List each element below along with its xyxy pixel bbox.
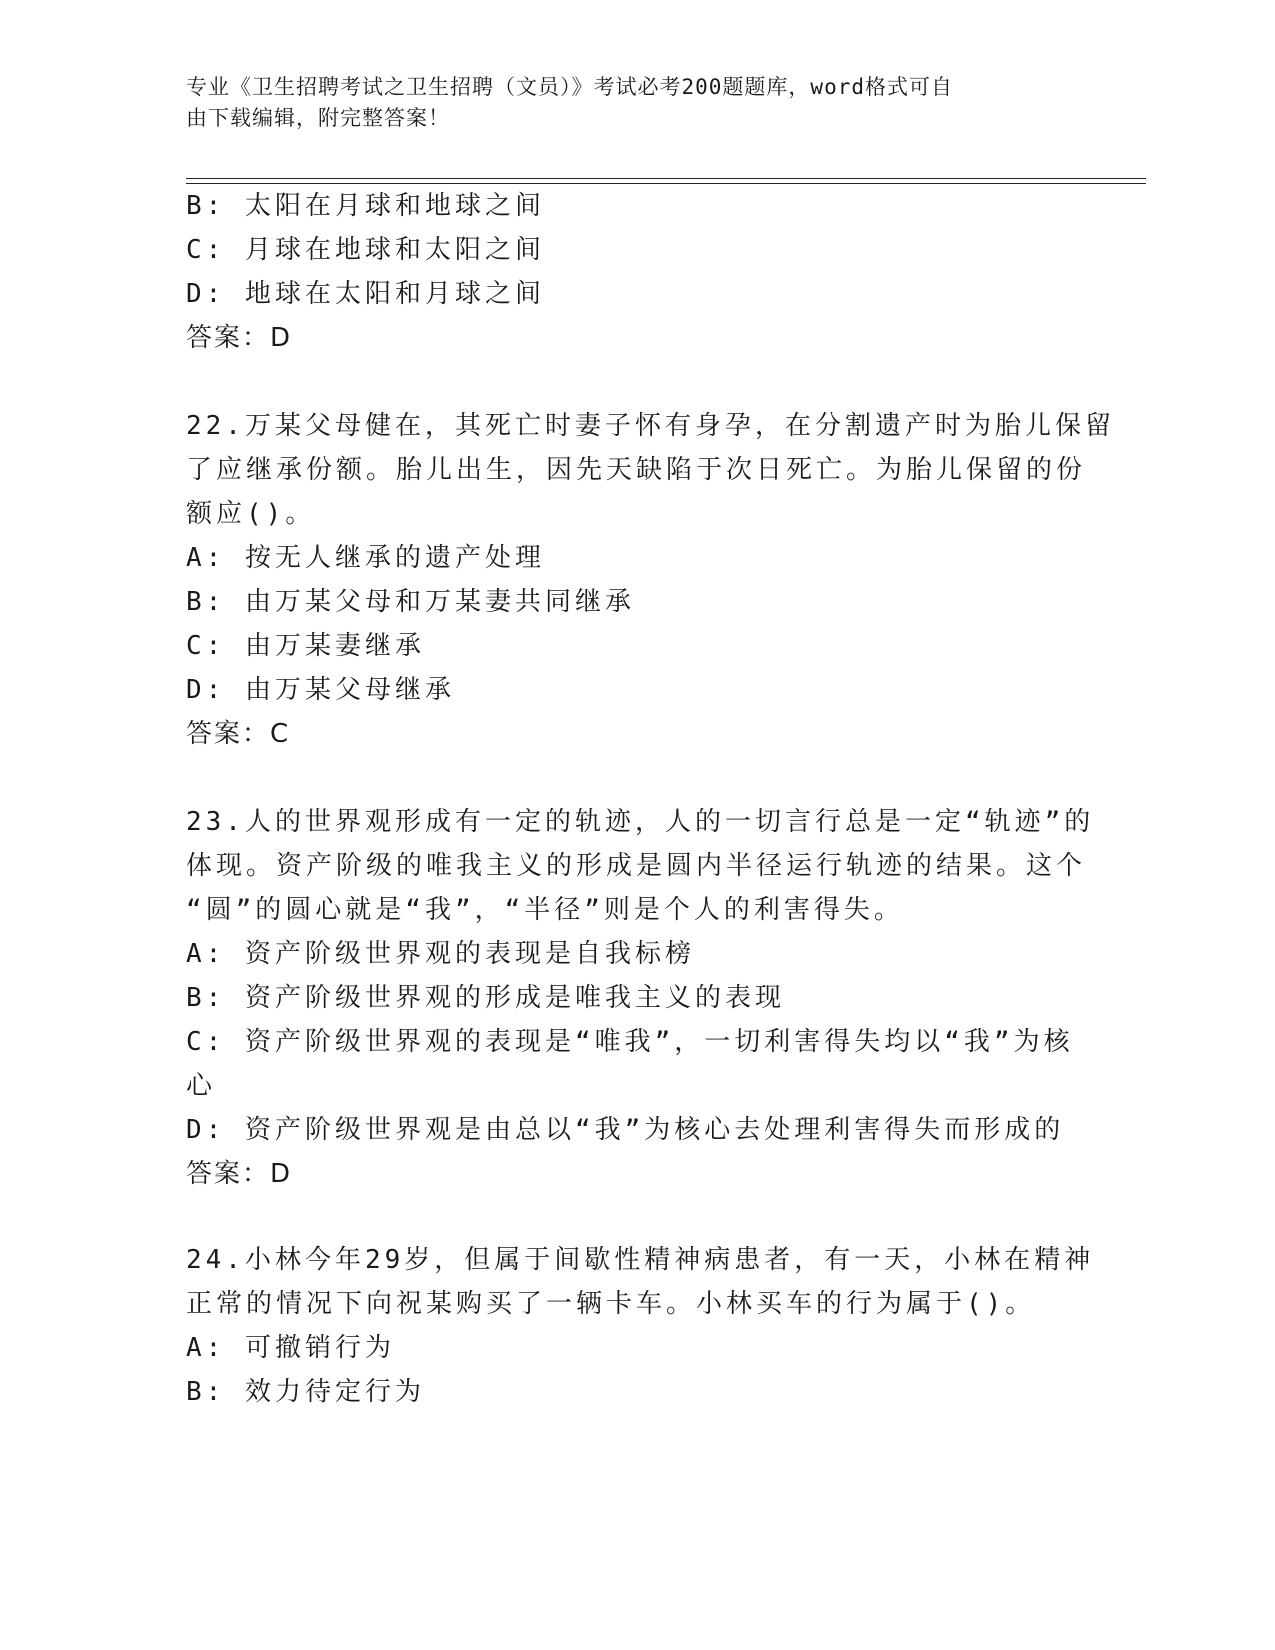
q23-answer: 答案：D — [186, 1159, 293, 1189]
q23-option-d: D: 资产阶级世界观是由总以“我”为核心去处理利害得失而形成的 — [186, 1115, 1065, 1145]
q22-answer: 答案：C — [186, 719, 291, 749]
header-line-1: 专业《卫生招聘考试之卫生招聘（文员）》考试必考200题题库，word格式可自 — [186, 75, 953, 99]
q23-option-c-line-1: C: 资产阶级世界观的表现是“唯我”，一切利害得失均以“我”为核 — [186, 1027, 1074, 1057]
q22-option-a: A: 按无人继承的遗产处理 — [186, 543, 545, 573]
q23-option-c-line-2: 心 — [186, 1071, 217, 1101]
q24-option-a: A: 可撤销行为 — [186, 1333, 395, 1363]
q23-stem-line-2: 体现。资产阶级的唯我主义的形成是圆内半径运行轨迹的结果。这个 — [186, 851, 1087, 881]
q23-stem-line-3: “圆”的圆心就是“我”，“半径”则是个人的利害得失。 — [186, 895, 904, 925]
header-divider-top — [186, 178, 1146, 179]
document-header — [186, 72, 1066, 134]
q24-stem-line-1: 24.小林今年29岁，但属于间歇性精神病患者，有一天，小林在精神 — [186, 1245, 1095, 1275]
q22-stem-line-2: 了应继承份额。胎儿出生，因先天缺陷于次日死亡。为胎儿保留的份 — [186, 455, 1087, 485]
q24-option-b: B: 效力待定行为 — [186, 1377, 425, 1407]
q23-stem-line-1: 23.人的世界观形成有一定的轨迹，人的一切言行总是一定“轨迹”的 — [186, 807, 1095, 837]
q21-option-b: B: 太阳在月球和地球之间 — [186, 191, 545, 221]
header-line-2: 由下载编辑，附完整答案！ — [186, 106, 450, 130]
q22-option-d: D: 由万某父母继承 — [186, 675, 455, 705]
q22-option-b: B: 由万某父母和万某妻共同继承 — [186, 587, 635, 617]
q23-option-b: B: 资产阶级世界观的形成是唯我主义的表现 — [186, 983, 785, 1013]
q22-stem-line-1: 22.万某父母健在，其死亡时妻子怀有身孕，在分割遗产时为胎儿保留 — [186, 411, 1115, 441]
q21-answer: 答案：D — [186, 323, 293, 353]
q22-stem-line-3: 额应()。 — [186, 499, 316, 529]
q21-option-c: C: 月球在地球和太阳之间 — [186, 235, 545, 265]
q24-stem-line-2: 正常的情况下向祝某购买了一辆卡车。小林买车的行为属于()。 — [186, 1289, 1036, 1319]
q21-option-d: D: 地球在太阳和月球之间 — [186, 279, 545, 309]
q22-option-c: C: 由万某妻继承 — [186, 631, 425, 661]
header-divider-bottom — [186, 183, 1146, 184]
q23-option-a: A: 资产阶级世界观的表现是自我标榜 — [186, 939, 695, 969]
